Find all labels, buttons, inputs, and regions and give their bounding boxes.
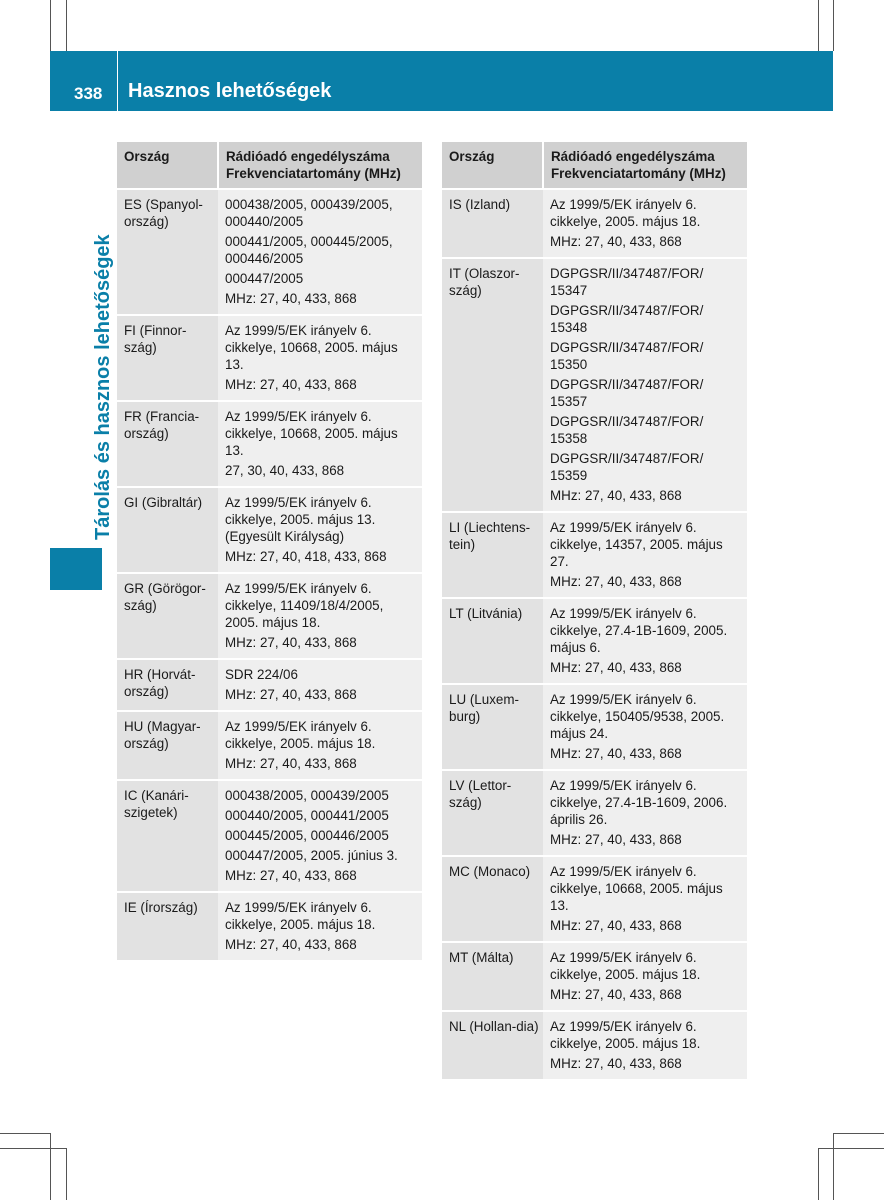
license-cell <box>218 780 422 892</box>
crop-mark <box>833 0 834 51</box>
country-cell: LI (Liechtens-tein) <box>442 512 543 598</box>
table-row <box>117 573 422 659</box>
license-value: MHz: 27, 40, 433, 868 <box>225 635 357 650</box>
license-value: 000445/2005, 000446/2005 <box>225 828 389 843</box>
license-value: MHz: 27, 40, 433, 868 <box>225 868 357 883</box>
license-cell <box>543 1011 747 1080</box>
license-cell <box>218 711 422 780</box>
registration-table-right <box>442 142 747 1081</box>
crop-mark <box>834 1133 884 1134</box>
country-cell: FI (Finnor-szág) <box>117 315 218 401</box>
crop-mark <box>833 1133 834 1200</box>
header-frequency-line: Frekvenciatartomány (MHz) <box>226 166 401 181</box>
crop-mark <box>66 1148 67 1200</box>
license-cell <box>218 659 422 711</box>
table-header-row <box>442 142 747 189</box>
crop-mark <box>818 0 819 51</box>
license-value: MHz: 27, 40, 433, 868 <box>550 1056 682 1071</box>
license-value: Az 1999/5/EK irányelv 6. cikkelye, 2005. május 18. <box>225 719 376 751</box>
country-cell: HR (Horvát-ország) <box>117 659 218 711</box>
column-header-country: Ország <box>442 142 543 189</box>
country-cell: MC (Monaco) <box>442 856 543 942</box>
license-value: MHz: 27, 40, 433, 868 <box>225 687 357 702</box>
license-value: DGPGSR/II/347487/FOR/ 15348 <box>550 303 704 335</box>
table-row <box>442 598 747 684</box>
license-cell <box>218 189 422 315</box>
license-cell <box>543 856 747 942</box>
country-cell: IS (Izland) <box>442 189 543 258</box>
license-value: Az 1999/5/EK irányelv 6. cikkelye, 2005. május 18. <box>550 1019 701 1051</box>
table-header-row <box>117 142 422 189</box>
license-value: MHz: 27, 40, 433, 868 <box>550 746 682 761</box>
license-value: Az 1999/5/EK irányelv 6. cikkelye, 10668, 2005. május 13. <box>550 864 723 913</box>
license-cell <box>543 770 747 856</box>
page-number: 338 <box>74 84 103 103</box>
license-value: DGPGSR/II/347487/FOR/ 15357 <box>550 377 704 409</box>
license-value: Az 1999/5/EK irányelv 6. cikkelye, 2005. május 18. <box>225 900 376 932</box>
table-row <box>117 487 422 573</box>
license-value: MHz: 27, 40, 433, 868 <box>550 987 682 1002</box>
license-value: MHz: 27, 40, 433, 868 <box>225 291 357 306</box>
license-value: Az 1999/5/EK irányelv 6. cikkelye, 10668, 2005. május 13. <box>225 323 398 372</box>
license-cell <box>543 684 747 770</box>
table-row <box>117 892 422 961</box>
license-cell <box>218 573 422 659</box>
side-tab-label: Tárolás és hasznos lehetőségek <box>92 234 114 540</box>
header-separator <box>117 51 118 111</box>
table-row <box>117 780 422 892</box>
license-value: MHz: 27, 40, 433, 868 <box>225 377 357 392</box>
crop-mark <box>0 1148 66 1149</box>
license-cell <box>543 598 747 684</box>
license-cell <box>543 942 747 1011</box>
crop-mark <box>818 1148 819 1200</box>
header-license-line: Rádióadó engedélyszáma <box>551 149 715 164</box>
license-value: MHz: 27, 40, 418, 433, 868 <box>225 549 387 564</box>
country-cell: LV (Lettor-szág) <box>442 770 543 856</box>
license-cell <box>218 401 422 487</box>
license-cell <box>543 189 747 258</box>
license-value: MHz: 27, 40, 433, 868 <box>550 660 682 675</box>
license-value: DGPGSR/II/347487/FOR/ 15347 <box>550 266 704 298</box>
license-cell <box>543 258 747 512</box>
license-value: Az 1999/5/EK irányelv 6. cikkelye, 2005. május 13. (Egyesült Királyság) <box>225 495 376 544</box>
license-value: MHz: 27, 40, 433, 868 <box>550 832 682 847</box>
table-row <box>117 189 422 315</box>
country-cell: LT (Litvánia) <box>442 598 543 684</box>
license-value: MHz: 27, 40, 433, 868 <box>550 488 682 503</box>
license-cell <box>218 487 422 573</box>
crop-mark <box>0 1133 50 1134</box>
table-row <box>117 401 422 487</box>
license-value: MHz: 27, 40, 433, 868 <box>550 234 682 249</box>
side-tab-marker <box>50 548 102 590</box>
license-value: Az 1999/5/EK irányelv 6. cikkelye, 150405/9538, 2005. május 24. <box>550 692 725 741</box>
country-cell: IE (Írország) <box>117 892 218 961</box>
license-value: MHz: 27, 40, 433, 868 <box>550 574 682 589</box>
table-row <box>442 1011 747 1080</box>
country-cell: GR (Görögor-szág) <box>117 573 218 659</box>
license-value: 27, 30, 40, 433, 868 <box>225 463 345 478</box>
license-value: Az 1999/5/EK irányelv 6. cikkelye, 27.4-1B-1609, 2006. április 26. <box>550 778 728 827</box>
license-cell <box>218 892 422 961</box>
country-cell: NL (Hollan-dia) <box>442 1011 543 1080</box>
license-cell <box>218 315 422 401</box>
license-value: DGPGSR/II/347487/FOR/ 15359 <box>550 451 704 483</box>
country-cell: ES (Spanyol-ország) <box>117 189 218 315</box>
crop-mark <box>50 0 51 51</box>
table-row <box>442 189 747 258</box>
crop-mark <box>66 0 67 51</box>
table-row <box>442 942 747 1011</box>
license-value: 000447/2005 <box>225 271 304 286</box>
license-value: Az 1999/5/EK irányelv 6. cikkelye, 2005. május 18. <box>550 197 701 229</box>
license-cell <box>543 512 747 598</box>
table-row <box>442 258 747 512</box>
table-row <box>117 659 422 711</box>
country-cell: IT (Olaszor-szág) <box>442 258 543 512</box>
country-cell: GI (Gibraltár) <box>117 487 218 573</box>
license-value: Az 1999/5/EK irányelv 6. cikkelye, 10668, 2005. május 13. <box>225 409 398 458</box>
country-cell: IC (Kanári-szigetek) <box>117 780 218 892</box>
country-cell: MT (Málta) <box>442 942 543 1011</box>
country-cell: LU (Luxem-burg) <box>442 684 543 770</box>
country-cell: FR (Francia-ország) <box>117 401 218 487</box>
crop-mark <box>818 1148 884 1149</box>
table-row <box>442 770 747 856</box>
registration-table-left <box>117 142 422 962</box>
license-value: Az 1999/5/EK irányelv 6. cikkelye, 14357, 2005. május 27. <box>550 520 723 569</box>
license-value: 000447/2005, 2005. június 3. <box>225 848 398 863</box>
license-value: 000438/2005, 000439/2005, 000440/2005 <box>225 197 393 229</box>
table-row <box>117 315 422 401</box>
license-value: Az 1999/5/EK irányelv 6. cikkelye, 27.4-1B-1609, 2005. május 6. <box>550 606 728 655</box>
table-row <box>442 856 747 942</box>
column-header-country: Ország <box>117 142 218 189</box>
column-header-license <box>218 142 422 189</box>
license-value: DGPGSR/II/347487/FOR/ 15350 <box>550 340 704 372</box>
license-value: 000441/2005, 000445/2005, 000446/2005 <box>225 234 393 266</box>
license-value: 000438/2005, 000439/2005 <box>225 788 389 803</box>
license-value: MHz: 27, 40, 433, 868 <box>225 756 357 771</box>
country-cell: HU (Magyar-ország) <box>117 711 218 780</box>
license-value: MHz: 27, 40, 433, 868 <box>550 918 682 933</box>
license-value: Az 1999/5/EK irányelv 6. cikkelye, 11409/18/4/2005, 2005. május 18. <box>225 581 384 630</box>
table-row <box>442 684 747 770</box>
license-value: MHz: 27, 40, 433, 868 <box>225 937 357 952</box>
header-license-line: Rádióadó engedélyszáma <box>226 149 390 164</box>
license-value: Az 1999/5/EK irányelv 6. cikkelye, 2005. május 18. <box>550 950 701 982</box>
table-row <box>117 711 422 780</box>
crop-mark <box>50 1133 51 1200</box>
table-row <box>442 512 747 598</box>
column-header-license <box>543 142 747 189</box>
license-value: 000440/2005, 000441/2005 <box>225 808 389 823</box>
license-value: SDR 224/06 <box>225 667 298 682</box>
license-value: DGPGSR/II/347487/FOR/ 15358 <box>550 414 704 446</box>
page-title: Hasznos lehetőségek <box>128 80 332 102</box>
header-frequency-line: Frekvenciatartomány (MHz) <box>551 166 726 181</box>
